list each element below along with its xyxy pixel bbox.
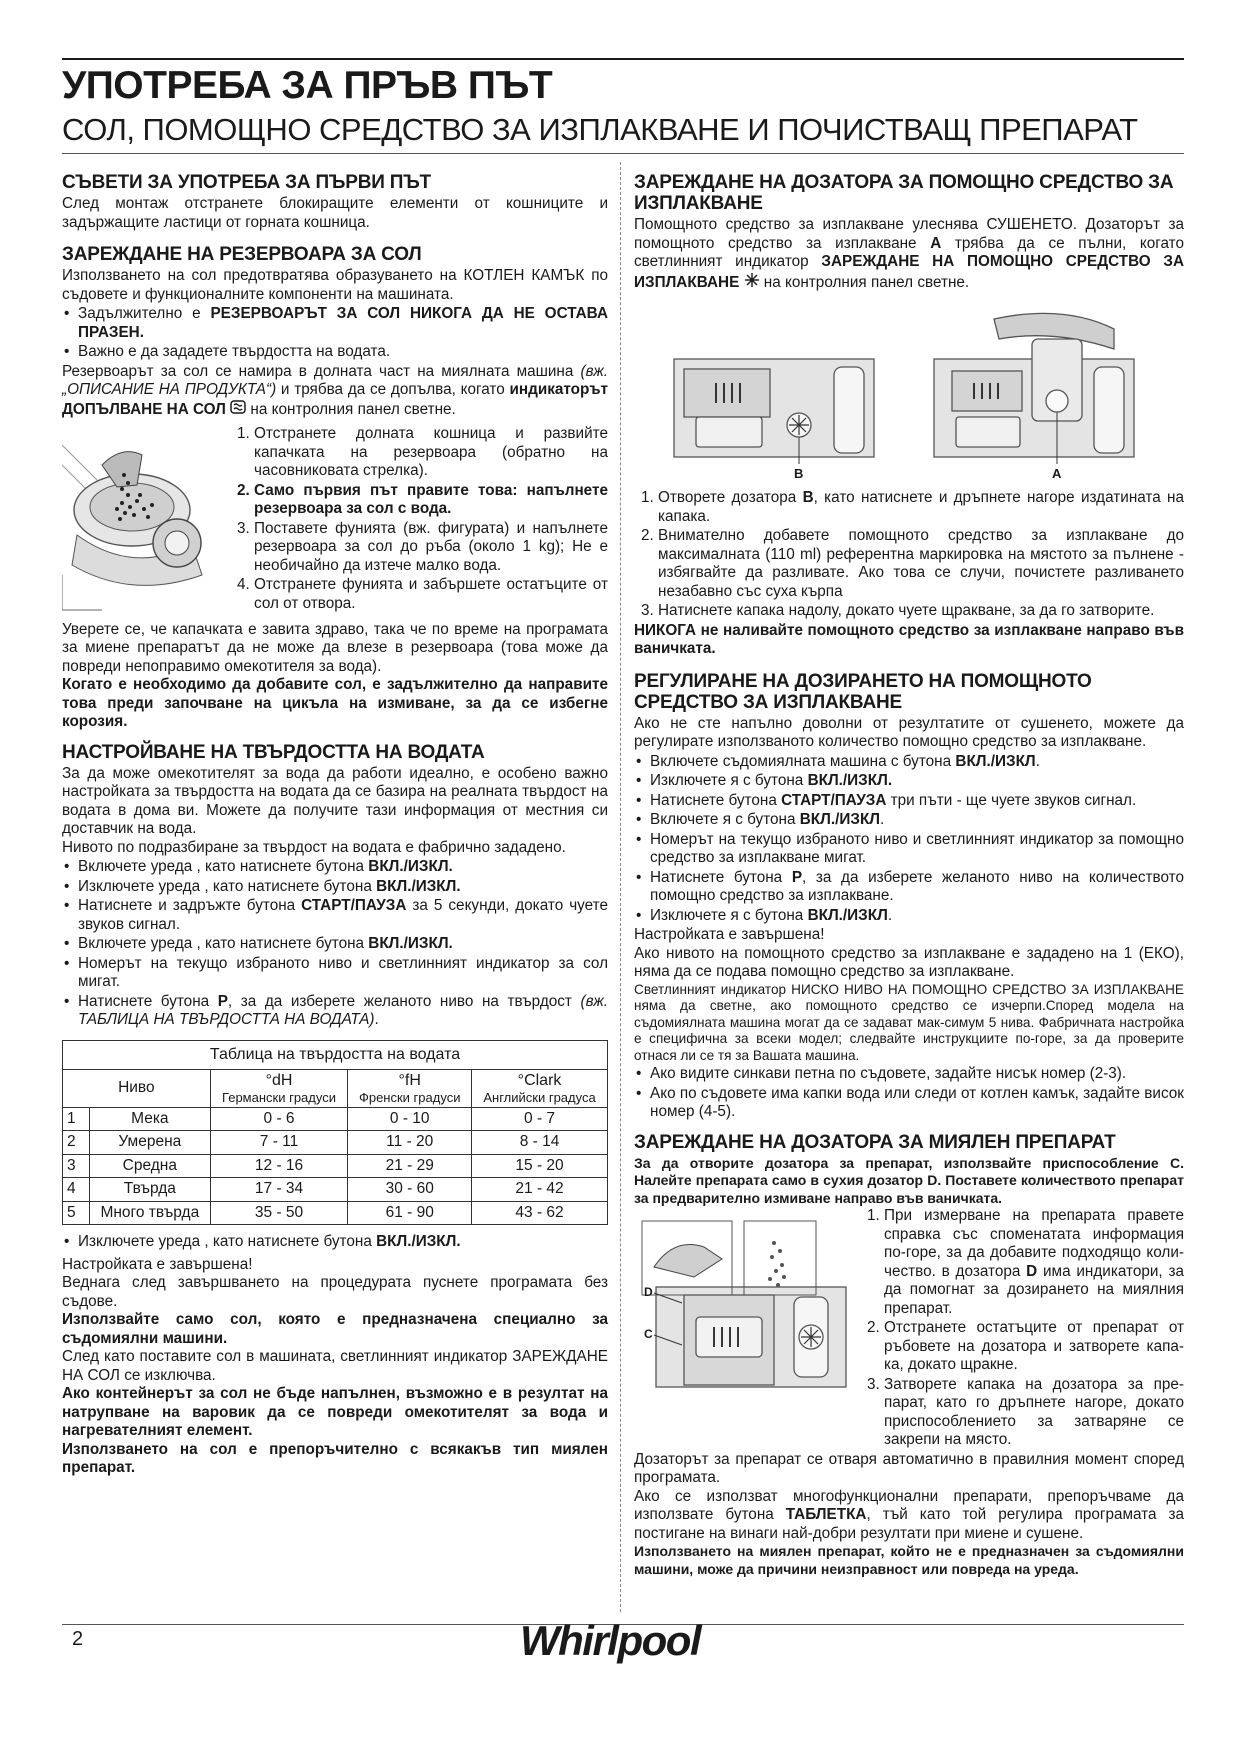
dosage-heading: РЕГУЛИРАНЕ НА ДОЗИРАНЕТО НА ПОМОЩНОТО СРЕДСТВО ЗА ИЗПЛАКВАНЕ (634, 670, 1092, 713)
salt-steps (230, 425, 608, 614)
whirlpool-logo: Whirlpool (520, 1617, 701, 1664)
list-item: • Включете уреда , като натиснете бутона ВКЛ./ИЗКЛ. (62, 858, 608, 877)
list-item: 1. Отворете дозатора B, като натиснете и дръпнете нагоре издатината на капака. (658, 489, 1184, 526)
list-item: • Изключете уреда , като натиснете бутона ВКЛ./ИЗКЛ. (62, 1233, 608, 1252)
list-item: 3. Поставете фунията (вж. фигурата) и напълнете резервоара за сол до ръба (около 1 kg); Не е необичайно да изтече малко вода. (254, 520, 608, 576)
label-c: C (644, 1327, 653, 1341)
list-item: • Включете съдомиялната машина с бутона ВКЛ./ИЗКЛ. (634, 753, 1184, 772)
list-item: • Натиснете бутона P, за да изберете желаното ниво на твърдост (вж. ТАБЛИЦА НА ТВЪРДОСТТА НА ВОДАТА). (62, 993, 608, 1030)
table-row: 1 Мека 0 - 6 0 - 10 0 - 7 (63, 1107, 608, 1131)
list-item: 2. Внимателно добавете помощното средство за изплакване до максималната (110 ml) референтна маркировка на мястото за пълнене - избягвайте да разливате. Ако това се случи, почистете разливането незабавно със суха кърпа (658, 527, 1184, 601)
table-row: 4 Твърда 17 - 34 30 - 60 21 - 42 (63, 1178, 608, 1202)
list-item: • Натиснете бутона СТАРТ/ПАУЗА три пъти - ще чуете звуков сигнал. (634, 792, 1184, 811)
hardness-p2: Нивото по подразбиране за твърдост на водата е фабрично зададено. (62, 838, 566, 856)
dosage-bullets-2 (634, 1065, 1184, 1122)
table-caption: Таблица на твърдостта на водата (63, 1040, 608, 1070)
dosage-intro: Ако не сте напълно доволни от резултатите от сушенето, можете да регулирате използваното количество помощно средство за изплакване. (634, 714, 1184, 750)
list-item: • Номерът на текущо избраното ниво и светлинният индикатор за сол мигат. (62, 955, 608, 992)
rinse-steps (634, 489, 1184, 621)
list-item: 3. Натиснете капака надолу, докато чуете щракване, за да го затворите. (658, 602, 1184, 621)
rinse-heading: ЗАРЕЖДАНЕ НА ДОЗАТОРА ЗА ПОМОЩНО СРЕДСТВО ЗА ИЗПЛАКВАНЕ (634, 172, 1174, 214)
right-column (634, 168, 1184, 1578)
list-item: 2. Само първия път правите това: напълнете резервоара за сол с вода. (254, 482, 608, 519)
dosage-p2: Светлинният индикатор НИСКО НИВО НА ПОМОЩНО СРЕДСТВО ЗА ИЗПЛАКВАНЕ няма да светне, ако помощното средство се изчерпи.Според модела на съдомиялната машина могат да се задават мак-симум 5 нива. Фабричната настройка е специфична за всеки модел; следвайте инструкциите по-горе, за да проверите отнася ли се тя за Вашата машина. (634, 981, 1184, 1063)
table-row: 3 Средна 12 - 16 21 - 29 15 - 20 (63, 1154, 608, 1178)
manual-page (62, 0, 1184, 1754)
subtitle-rule (62, 153, 1184, 154)
list-item: 3. Затворете капака на дозатора за препарат, като го дръпнете нагоре, докато приспособлението за затваряне се закрепи на място. (884, 1376, 1184, 1450)
detergent-steps (860, 1207, 1184, 1451)
hardness-p7: Използването на сол е препоръчително с всякакъв тип миялен препарат. (62, 1440, 608, 1476)
hardness-table (62, 1040, 608, 1226)
hardness-heading: НАСТРОЙВАНЕ НА ТВЪРДОСТТА НА ВОДАТА (62, 741, 485, 763)
dosage-p1: Ако нивото на помощното средство за изплакване е зададено на 1 (ЕКО), няма да се подава помощно средство за изплакване. (634, 944, 1184, 980)
table-row: 2 Умерена 7 - 11 11 - 20 8 - 14 (63, 1131, 608, 1155)
detergent-p2: Ако се използват многофункционални препарати, препоръчваме да използвате бутона ТАБЛЕТКА, тъй като той регулира програмата за постигане на винаги най-добри резултати при миене и сушене. (634, 1487, 1185, 1542)
hardness-bullets-2 (62, 1233, 608, 1252)
detergent-heading: ЗАРЕЖДАНЕ НА ДОЗАТОРА ЗА МИЯЛЕН ПРЕПАРАТ (634, 1131, 1116, 1153)
table-header (63, 1070, 608, 1108)
salt-steps-row (62, 425, 608, 621)
list-item: • Изключете уреда , като натиснете бутона ВКЛ./ИЗКЛ. (62, 878, 608, 897)
list-item: • Важно е да зададете твърдостта на водата. (62, 343, 608, 362)
salt-heading: ЗАРЕЖДАНЕ НА РЕЗЕРВОАРА ЗА СОЛ (62, 244, 422, 265)
detergent-steps-row (634, 1207, 1184, 1451)
list-item: • Изключете я с бутона ВКЛ./ИЗКЛ. (634, 907, 1184, 926)
list-item: • Ако видите синкави петна по съдовете, задайте нисък номер (2-3). (634, 1065, 1184, 1084)
dosage-bullets (634, 753, 1184, 926)
col-dh: °dH Германски градуси (210, 1070, 348, 1108)
salt-bullets (62, 305, 608, 362)
label-d: D (644, 1285, 653, 1299)
hardness-done: Настройката е завършена! (62, 1255, 253, 1273)
hardness-p4: Използвайте само сол, която е предназначена специално за съдомиялни машини. (62, 1311, 608, 1347)
rinse-warning: НИКОГА не наливайте помощното средство за изплакване направо във ваничката. (634, 621, 1184, 657)
label-a: A (1052, 466, 1062, 481)
salt-after-text: Уверете се, че капачката е завита здраво, така че по време на програмата за миене препаратът да не може да влезе в резервоара (това може да повреди непоправимо омекотителя за вода). (62, 620, 608, 675)
rinse-dispenser-illustration (634, 299, 1184, 489)
salt-warning: Когато е необходимо да добавите сол, е задължително да направите това преди започване на цикъла на измиване, за да се избегне корозия. (62, 676, 608, 730)
col-level: Ниво (63, 1070, 211, 1108)
list-item: • Натиснете и задръжте бутона СТАРТ/ПАУЗА за 5 секунди, докато чуете звуков сигнал. (62, 897, 608, 934)
salt-location: Резервоарът за сол се намира в долната част на миялната машина (вж. „ОПИСАНИЕ НА ПРОДУКТА“) и трябва да се допълва, когато индикаторът ДОПЪЛВАНЕ НА СОЛ на контролния панел светне. (62, 362, 609, 418)
hardness-p6: Ако контейнерът за сол не бъде напълнен, възможно е в резултат на натрупване на варовик да се повреди омекотителят за вода и нагревателният елемент. (62, 1385, 608, 1439)
dosage-done: Настройката е завършена! (634, 926, 825, 943)
page-subtitle: СОЛ, ПОМОЩНО СРЕДСТВО ЗА ИЗПЛАКВАНЕ И ПОЧИСТВАЩ ПРЕПАРАТ (62, 112, 1138, 147)
list-item: • Изключете я с бутона ВКЛ./ИЗКЛ. (634, 772, 1184, 791)
list-item: • Ако по съдовете има капки вода или следи от котлен камък, задайте висок номер (4-5). (634, 1085, 1184, 1122)
salt-intro: Използването на сол предотвратява образуването на КОТЛЕН КАМЪК по съдовете и функционалните компоненти на машината. (62, 267, 608, 303)
hardness-p1: За да може омекотителят за вода да работи идеално, е особено важно настройката за твърдостта на водата да се базира на реалната твърдост на водата в дома ви. Можете да получите тази информация от местния си доставчик на вода. (62, 764, 608, 837)
page-number: 2 (72, 1628, 84, 1650)
list-item: • Натиснете бутона P, за да изберете желаното ниво на количеството помощно средство за изплакване. (634, 869, 1184, 906)
detergent-dispenser-illustration (634, 1207, 852, 1407)
list-item: 4. Отстранете фунията и забършете остатъците от сол от отвора. (254, 576, 608, 613)
detergent-intro: За да отворите дозатора за препарат, използвайте приспособление C. Налейте препарата само в сухия дозатор D. Поставете количеството препарат за предварително измиване направо във ваничката. (634, 1154, 1184, 1206)
list-item: • Задължително е РЕЗЕРВОАРЪТ ЗА СОЛ НИКОГА ДА НЕ ОСТАВА ПРАЗЕН. (62, 305, 608, 342)
hardness-p3: Веднага след завършването на процедурата пуснете програмата без съдове. (62, 1274, 608, 1310)
label-b: B (794, 466, 804, 481)
table-row: 5 Много твърда 35 - 50 61 - 90 43 - 62 (63, 1201, 608, 1225)
salt-indicator-icon (230, 400, 246, 420)
hardness-p5: След като поставите сол в машината, светлинният индикатор ЗАРЕЖДАНЕ НА СОЛ се изключва. (62, 1348, 608, 1384)
list-item: • Включете я с бутона ВКЛ./ИЗКЛ. (634, 811, 1184, 830)
salt-funnel-illustration (62, 425, 222, 621)
list-item: • Номерът на текущо избраното ниво и светлинният индикатор за помощно средство за изплакване мигат. (634, 831, 1184, 868)
left-column (62, 168, 608, 1478)
detergent-p1: Дозаторът за препарат се отваря автоматично в правилния момент според програмата. (634, 1450, 1184, 1486)
column-divider (620, 162, 621, 1612)
rinse-aid-indicator-icon (744, 272, 760, 294)
col-fh: °fH Френски градуси (348, 1070, 472, 1108)
list-item: 1. При измерване на препарата правете справка със споменатата информация по-горе, за да добавите подходящо количество. в дозатора D има индикатори, за да помогнат за дозирането на миялния препарат. (884, 1207, 1184, 1318)
col-clark: °Clark Английски градуса (472, 1070, 608, 1108)
detergent-warning: Използването на миялен препарат, който не е предназначен за съдомиялни машини, може да причини неизправност или повреда на уреда. (634, 1543, 1184, 1577)
tips-text: След монтаж отстранете блокиращите елементи от кошниците и задържащите ластици от горната кошница. (62, 195, 608, 231)
list-item: 2. Отстранете остатъците от препарат от ръбовете на дозатора и затворете капака, докато щракне. (884, 1319, 1184, 1375)
tips-heading: СЪВЕТИ ЗА УПОТРЕБА ЗА ПЪРВИ ПЪТ (62, 172, 431, 193)
rinse-intro: Помощното средство за изплакване улеснява СУШЕНЕТО. Дозаторът за помощното средство за изплакване A трябва да се пълни, когато светлинният индикатор ЗАРЕЖДАНЕ НА ПОМОЩНО СРЕДСТВО ЗА ИЗПЛАКВАНЕ на контролния панел светне. (634, 216, 1184, 293)
list-item: • Включете уреда , като натиснете бутона ВКЛ./ИЗКЛ. (62, 935, 608, 954)
top-rule (62, 58, 1184, 60)
hardness-bullets (62, 858, 608, 1030)
page-title: УПОТРЕБА ЗА ПРЪВ ПЪТ (62, 64, 553, 107)
list-item: 1. Отстранете долната кошница и развийте капачката на резервоара (обратно на часовниковата стрелка). (254, 425, 608, 481)
